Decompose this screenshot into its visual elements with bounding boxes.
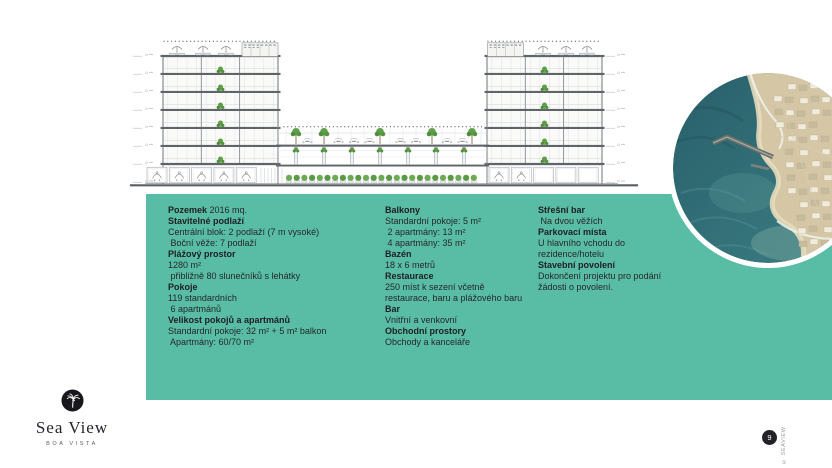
spec-line: přibližně 80 slunečníků s lehátky	[168, 271, 301, 281]
right-tower	[485, 41, 605, 184]
palm-tree-icon	[61, 389, 84, 412]
spec-line: Apartmány: 60/70 m²	[168, 337, 255, 347]
elevation-markers-right	[606, 54, 625, 183]
spec-line: 119 standardních	[168, 293, 237, 303]
spec-line: 1280 m²	[168, 260, 202, 270]
spec-line: restaurace, baru a plážového baru	[385, 293, 523, 303]
aerial-photo	[673, 73, 832, 263]
spec-line: 6 apartmánů	[168, 304, 222, 314]
spec-line: 4 apartmány: 35 m²	[385, 238, 466, 248]
ground-line	[130, 184, 638, 186]
logo-subtitle: BOA VISTA	[46, 441, 98, 447]
spec-line: 250 míst k sezení včetně	[385, 282, 485, 292]
spec-line: Centrální blok: 2 podlaží (7 m vysoké)	[168, 227, 320, 237]
spec-heading: Balkony	[385, 205, 421, 215]
spec-line: Obchody a kanceláře	[385, 337, 471, 347]
spec-line: Dokončení projektu pro podání	[538, 271, 662, 281]
spec-heading: Pozemek 2016 mq.	[168, 205, 248, 215]
spec-line: Na dvou věžích	[538, 216, 603, 226]
spec-heading: Stavitelné podlaží	[168, 216, 245, 226]
spec-line: Standardní pokoje: 5 m²	[385, 216, 482, 226]
page-number-badge: 9	[762, 430, 777, 445]
left-tower	[161, 41, 281, 184]
logo	[21, 389, 123, 447]
spec-line: Standardní pokoje: 32 m² + 5 m² balkon	[168, 326, 327, 336]
spec-heading: Plážový prostor	[168, 249, 236, 259]
spec-heading: Pokoje	[168, 282, 198, 292]
spec-heading: Restaurace	[385, 271, 434, 281]
watermark-text: © SEAVIEW	[781, 426, 787, 464]
spec-line: rezidence/hotelu	[538, 249, 605, 259]
logo-name: Sea View	[35, 418, 109, 437]
spec-heading: Velikost pokojů a apartmánů	[168, 315, 291, 325]
elevation-markers-left	[133, 54, 153, 183]
spec-line: 2 apartmány: 13 m²	[385, 227, 466, 237]
spec-heading: Obchodní prostory	[385, 326, 466, 336]
central-block	[276, 126, 489, 183]
spec-line: U hlavního vchodu do	[538, 238, 626, 248]
spec-heading: Parkovací místa	[538, 227, 607, 237]
spec-heading: Bar	[385, 304, 401, 314]
spec-line: Boční věže: 7 podlaží	[168, 238, 257, 248]
spec-heading: Stavební povolení	[538, 260, 616, 270]
spec-heading: Střešní bar	[538, 205, 586, 215]
spec-line: Vnitřní a venkovní	[385, 315, 458, 325]
spec-heading: Bazén	[385, 249, 412, 259]
spec-line: žádosti o povolení.	[538, 282, 614, 292]
spec-line: 18 x 6 metrů	[385, 260, 436, 270]
aerial-photo-illustration	[673, 73, 832, 263]
spec-column-site	[168, 205, 373, 348]
spec-column-amenities	[385, 205, 535, 348]
